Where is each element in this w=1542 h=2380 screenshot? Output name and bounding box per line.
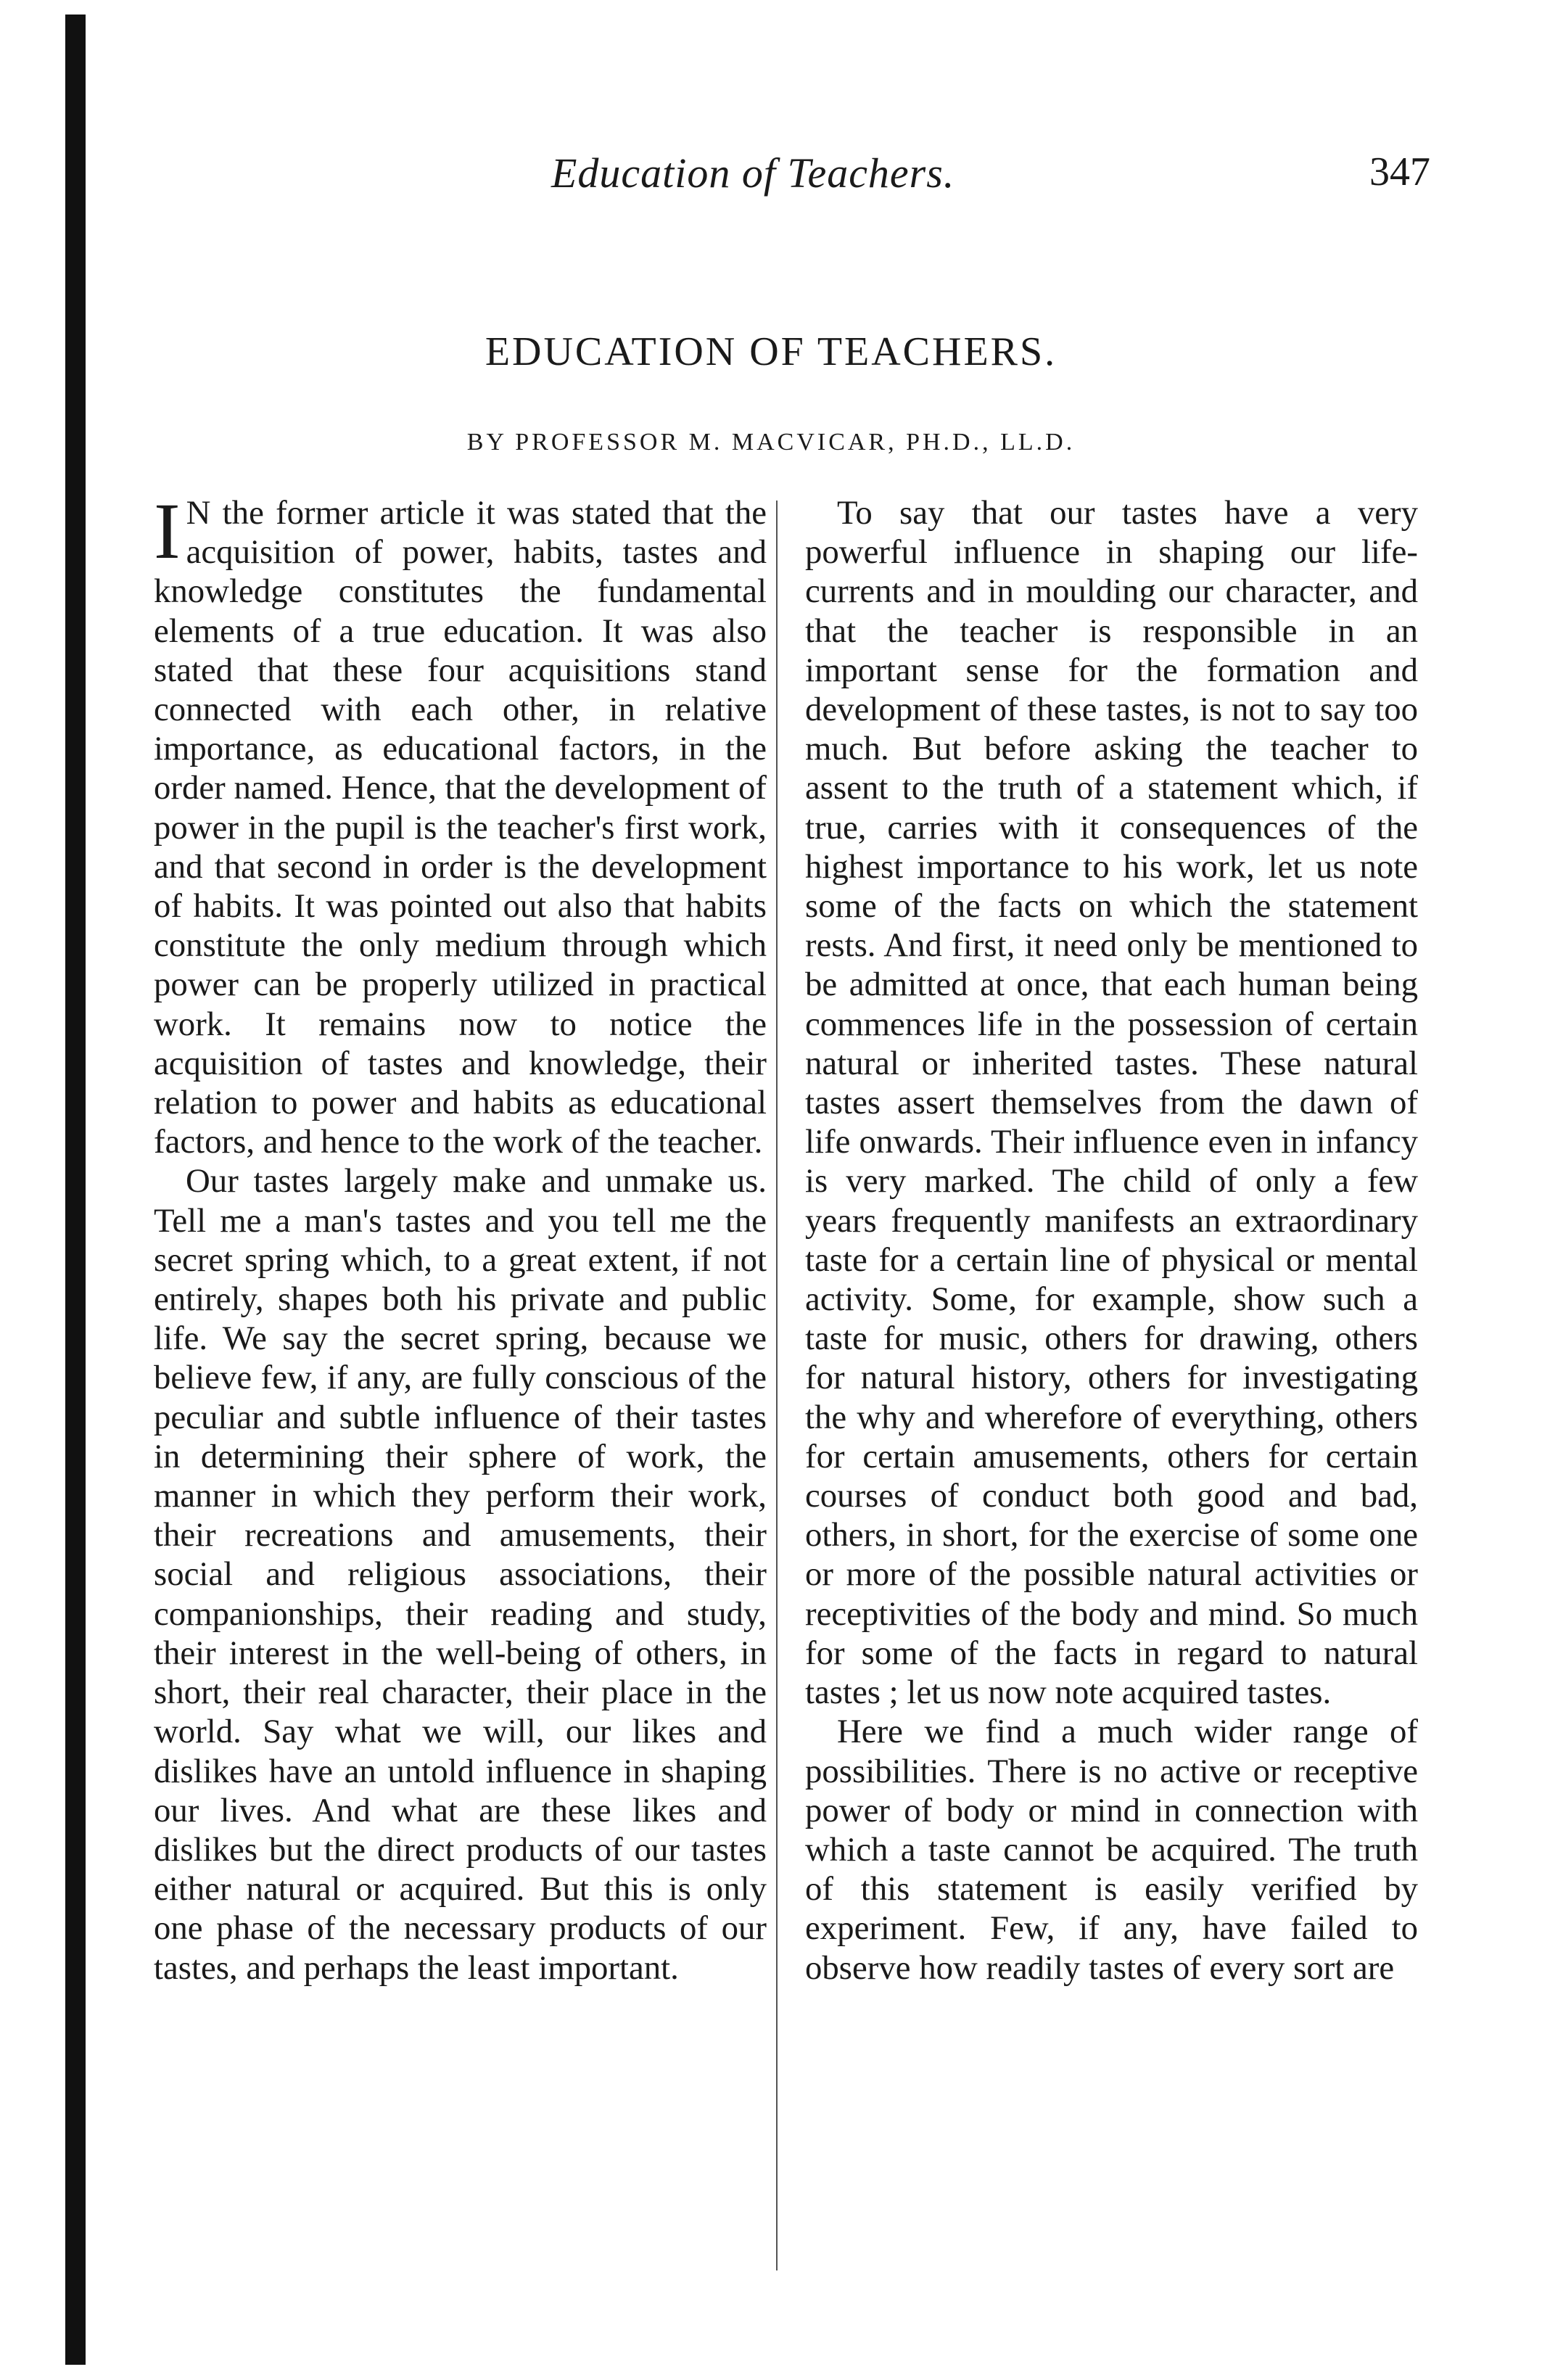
running-title: Education of Teachers. <box>551 149 955 197</box>
left-column <box>154 493 767 2292</box>
left-paragraph-2: Our tastes largely make and unmake us. Tell me a man's tastes and you tell me the secret spring which, to a great extent, if not entirely, shapes both his private and public life. We say the secret spring, because we believe few, if any, are fully conscious of the peculiar and subtle influence of their tastes in determining their sphere of work, the manner in which they perform their work, their recreations and amusements, their social and religious associations, their companionships, their reading and study, their interest in the well-being of others, in short, their real character, their place in the world. Say what we will, our likes and dislikes have an untold influence in shaping our lives. And what are these likes and dislikes but the direct products of our tastes either natural or acquired. But this is only one phase of the necessary products of our tastes, and perhaps the least important. <box>154 1162 767 1987</box>
right-column <box>805 493 1418 2292</box>
right-paragraph-2: Here we find a much wider range of possibilities. There is no active or receptive power of body or mind in connection with which a taste cannot be acquired. The truth of this statement is easily verified by experiment. Few, if any, have failed to observe how readily tastes of every sort are <box>805 1713 1418 1987</box>
left-paragraph-1 <box>154 493 767 1161</box>
column-divider <box>776 501 778 2270</box>
right-paragraph-1: To say that our tastes have a very powerful influence in shaping our life-currents and in moulding our character, and that the teacher is responsible in an important sense for the formation and development of these tastes, is not to say too much. But before asking the teacher to assent to the truth of a statement which, if true, carries with it consequences of the highest importance to his work, let us note some of the facts on which the statement rests. And first, it need only be mentioned to be admitted at once, that each human being commences life in the possession of certain natural or inherited tastes. These natural tastes assert themselves from the dawn of life onwards. Their influence even in infancy is very marked. The child of only a few years frequently manifests an extraordinary taste for a certain line of physical or mental activity. Some, for example, show such a taste for music, others for drawing, others for natural history, others for investigating the why and wherefore of everything, others for certain amusements, others for certain courses of conduct both good and bad, others, in short, for the exercise of some one or more of the possible natural activities or receptivities of the body and mind. So much for some of the facts in regard to natural tastes ; let us now note acquired tastes. <box>805 494 1418 1712</box>
article-byline: BY PROFESSOR M. MACVICAR, PH.D., LL.D. <box>466 429 1076 456</box>
article-title: EDUCATION OF TEACHERS. <box>485 329 1057 374</box>
drop-cap: I <box>154 493 181 575</box>
left-paragraph-1-text: N the former article it was stated that the acquisition of power, habits, tastes and knowledge constitutes the fundamental elements of a true education. It was also stated that these four acquisitions stand connected with each other, in relative importance, as educational factors, in the order named. Hence, that the development of power in the pupil is the teacher's first work, and that second in order is the development of habits. It was pointed out also that habits constitute the only medium through which power can be properly utilized in practical work. It remains now to notice the acquisition of tastes and knowledge, their relation to power and habits as educational factors, and hence to the work of the teacher. <box>154 494 767 1161</box>
page-number: 347 <box>1369 149 1430 194</box>
